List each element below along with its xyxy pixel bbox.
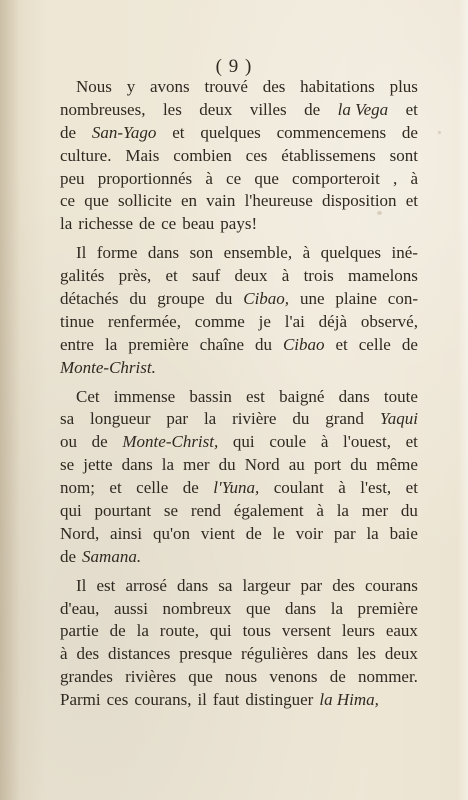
word: largeur [242,575,291,595]
word: du [129,289,147,309]
word: le [272,523,285,543]
word: Yaqui [379,409,418,429]
text-line [60,334,418,357]
word: par [166,409,189,429]
word: à [316,501,324,521]
word: établissemens [281,145,376,165]
word: près, [118,266,152,286]
word: du [400,501,418,521]
word: iné- [391,243,418,263]
word: de [304,99,321,119]
word: même [376,455,418,475]
word: grandes [60,667,113,687]
word: Cet [76,386,100,406]
word: de [245,523,262,543]
word: ce [161,214,177,234]
text-line [60,265,418,288]
word: comme [194,311,245,331]
word: rivière [232,409,277,429]
word: comporteroit [292,168,380,188]
word: proportionnés [97,168,193,188]
word: leurs [341,621,375,641]
word: groupe [157,289,205,309]
word: nombreux [162,598,232,618]
word: pourtant [94,501,152,521]
word: l'Yuna, [213,478,260,498]
word: Samana. [82,546,142,566]
word: du [292,409,310,429]
word: aussi [113,598,148,618]
word: de [182,478,199,498]
word: ainsi [110,523,143,543]
word: la [330,598,343,618]
word: sont [389,145,418,165]
word: de [329,667,346,687]
word: nombreuses, [60,99,146,119]
word: tous [242,621,271,641]
word: des [262,77,286,96]
body-text [60,76,418,712]
word: de [109,621,126,641]
word: les [162,99,182,119]
word: qui [60,501,82,521]
word: Monte-Christ. [60,357,156,377]
word: également [233,501,304,521]
word: est [96,575,116,595]
word: tinue [60,311,94,331]
text-line [60,122,418,145]
word: son [189,243,214,263]
word: la [336,501,349,521]
word: toute [383,386,418,406]
word: les [357,644,376,664]
word: eaux [385,621,418,641]
word: que [245,598,271,618]
word: jette [83,455,113,475]
text-line [60,311,418,334]
word: versent [281,621,331,641]
text-line [60,357,418,380]
word: rend [190,501,222,521]
word: ce [60,191,76,211]
word: à [60,644,68,664]
word: dans [338,386,370,406]
word: distances [108,644,171,664]
word: l'ai [284,311,305,331]
word: bassin [189,386,232,406]
word: qui [209,621,232,641]
word: vain [206,191,236,211]
text-line [60,190,418,213]
text-line [60,454,418,477]
word: du [350,455,368,475]
word: et [335,334,348,354]
word: mamelons [348,266,418,286]
word: sa [60,409,75,429]
word: sa [218,575,233,595]
word: des [76,644,100,664]
word: chaîne [199,334,244,354]
word: distinguer [245,690,314,710]
word: des [332,575,355,595]
word: Monte-Christ, [122,432,219,452]
word: et [165,266,178,286]
word: est [246,386,265,406]
word: coule [269,432,307,452]
word: la Hima, [319,690,379,710]
text-line [60,666,418,689]
word: Mais [125,145,160,165]
word: ce [226,168,242,188]
word: commencemens [276,122,387,142]
word: détachés [60,289,119,309]
text-line [60,242,418,265]
word: la [161,455,175,475]
word: dans [316,644,349,664]
text-line [60,575,418,598]
word: et [405,432,418,452]
word: la [366,523,379,543]
word: rivières [125,667,177,687]
text-line [60,523,418,546]
word: la [60,214,73,234]
word: peu [60,168,85,188]
word: nous [225,667,258,687]
word: régulières [241,644,309,664]
word: immense [113,386,176,406]
word: grand [325,409,364,429]
word: baie [389,523,418,543]
word: de [91,432,108,452]
word: quelques [200,122,261,142]
word: renfermée, [107,311,181,331]
word: Parmi [60,690,101,710]
word: celle [136,478,169,498]
word: courans, [134,690,192,710]
word: par [333,523,356,543]
word: qu'on [152,523,191,543]
word: il [197,690,207,710]
word: trois [303,266,334,286]
word: d'eau, [60,598,100,618]
text-line [60,431,418,454]
word: sauf [191,266,221,286]
word: de [401,334,418,354]
word: première [357,598,418,618]
word: de [60,546,77,566]
word: la Vega [337,99,389,119]
word: deux [234,266,268,286]
word: et [172,122,185,142]
word: et [405,99,418,119]
word: coulant [273,478,324,498]
word: Nord [244,455,280,475]
word: en [180,191,197,211]
word: de [139,214,156,234]
word: et [405,191,418,211]
word: disposition [321,191,397,211]
word: entre [60,334,94,354]
foxing-spot [438,131,441,134]
word: à [302,243,311,263]
word: que [254,168,279,188]
word: l'heureuse [244,191,313,211]
text-line [60,620,418,643]
word: arrosé [125,575,167,595]
word: deux [384,644,418,664]
word: pays! [220,214,258,234]
word: de [401,122,418,142]
word: la [104,334,118,354]
word: se [163,501,179,521]
word: , [393,168,398,188]
word: que [84,191,109,211]
word: se [60,455,75,475]
word: richesse [78,214,134,234]
word: je [258,311,271,331]
text-line [60,76,418,99]
word: voir [295,523,324,543]
word: sollicite [117,191,172,211]
word: que [188,667,213,687]
word: à [320,432,329,452]
text-line [60,643,418,666]
word: la [136,621,149,641]
word: faut [212,690,240,710]
page-gutter-shadow [0,0,20,800]
word: trouvé [204,77,248,96]
word: dans [121,455,153,475]
word: mer [183,455,210,475]
word: dans [177,575,209,595]
word: la [203,409,217,429]
word: port [313,455,342,475]
word: du [215,289,233,309]
text-line [60,477,418,500]
word: du [218,455,236,475]
word: du [254,334,272,354]
word: avons [150,77,190,96]
word: plaine [335,289,377,309]
word: qui [232,432,255,452]
word: dans [147,243,180,263]
word: San-Yago [91,122,157,142]
word: une [299,289,325,309]
word: de [60,122,77,142]
word: ces [106,690,129,710]
text-line [60,386,418,409]
word: presque [179,644,233,664]
word: route, [159,621,199,641]
text-line [60,168,418,191]
word: y [126,77,136,96]
word: l'ouest, [343,432,391,452]
word: partie [60,621,99,641]
page-number: ( 9 ) [215,56,253,77]
word: par [300,575,323,595]
word: à [205,168,213,188]
word: Nord, [60,523,100,543]
word: habitations [300,77,375,96]
text-line [60,500,418,523]
text-line [60,408,418,431]
word: beau [182,214,215,234]
word: deux [199,99,233,119]
word: celle [358,334,391,354]
text-line [60,99,418,122]
word: longueur [90,409,151,429]
word: et [109,478,122,498]
word: et [405,478,418,498]
word: galités [60,266,105,286]
word: culture. [60,145,112,165]
word: ensemble, [223,243,293,263]
word: l'est, [360,478,392,498]
word: nom; [60,478,95,498]
text-line [60,689,418,712]
word: baigné [279,386,325,406]
word: quelques [320,243,382,263]
text-line [60,598,418,621]
word: au [288,455,305,475]
word: à [281,266,290,286]
word: Nous [76,77,112,96]
word: observé, [360,311,418,331]
word: à [410,168,418,188]
word: dans [285,598,317,618]
text-line [60,288,418,311]
word: à [338,478,346,498]
word: courans [365,575,418,595]
word: mer [361,501,389,521]
text-line [60,145,418,168]
word: combien [173,145,232,165]
word: Il [76,243,87,263]
word: nommer. [357,667,418,687]
word: ou [60,432,77,452]
word: Cibao, [243,289,290,309]
word: con- [387,289,418,309]
page-edge-highlight [458,0,468,800]
word: forme [96,243,138,263]
text-line [60,546,418,569]
word: vient [200,523,235,543]
word: villes [249,99,287,119]
word: Il [76,575,87,595]
word: première [128,334,189,354]
word: ces [245,145,268,165]
word: déjà [318,311,347,331]
word: Cibao [282,334,325,354]
word: venons [269,667,318,687]
word: plus [389,77,418,96]
text-line [60,213,418,236]
